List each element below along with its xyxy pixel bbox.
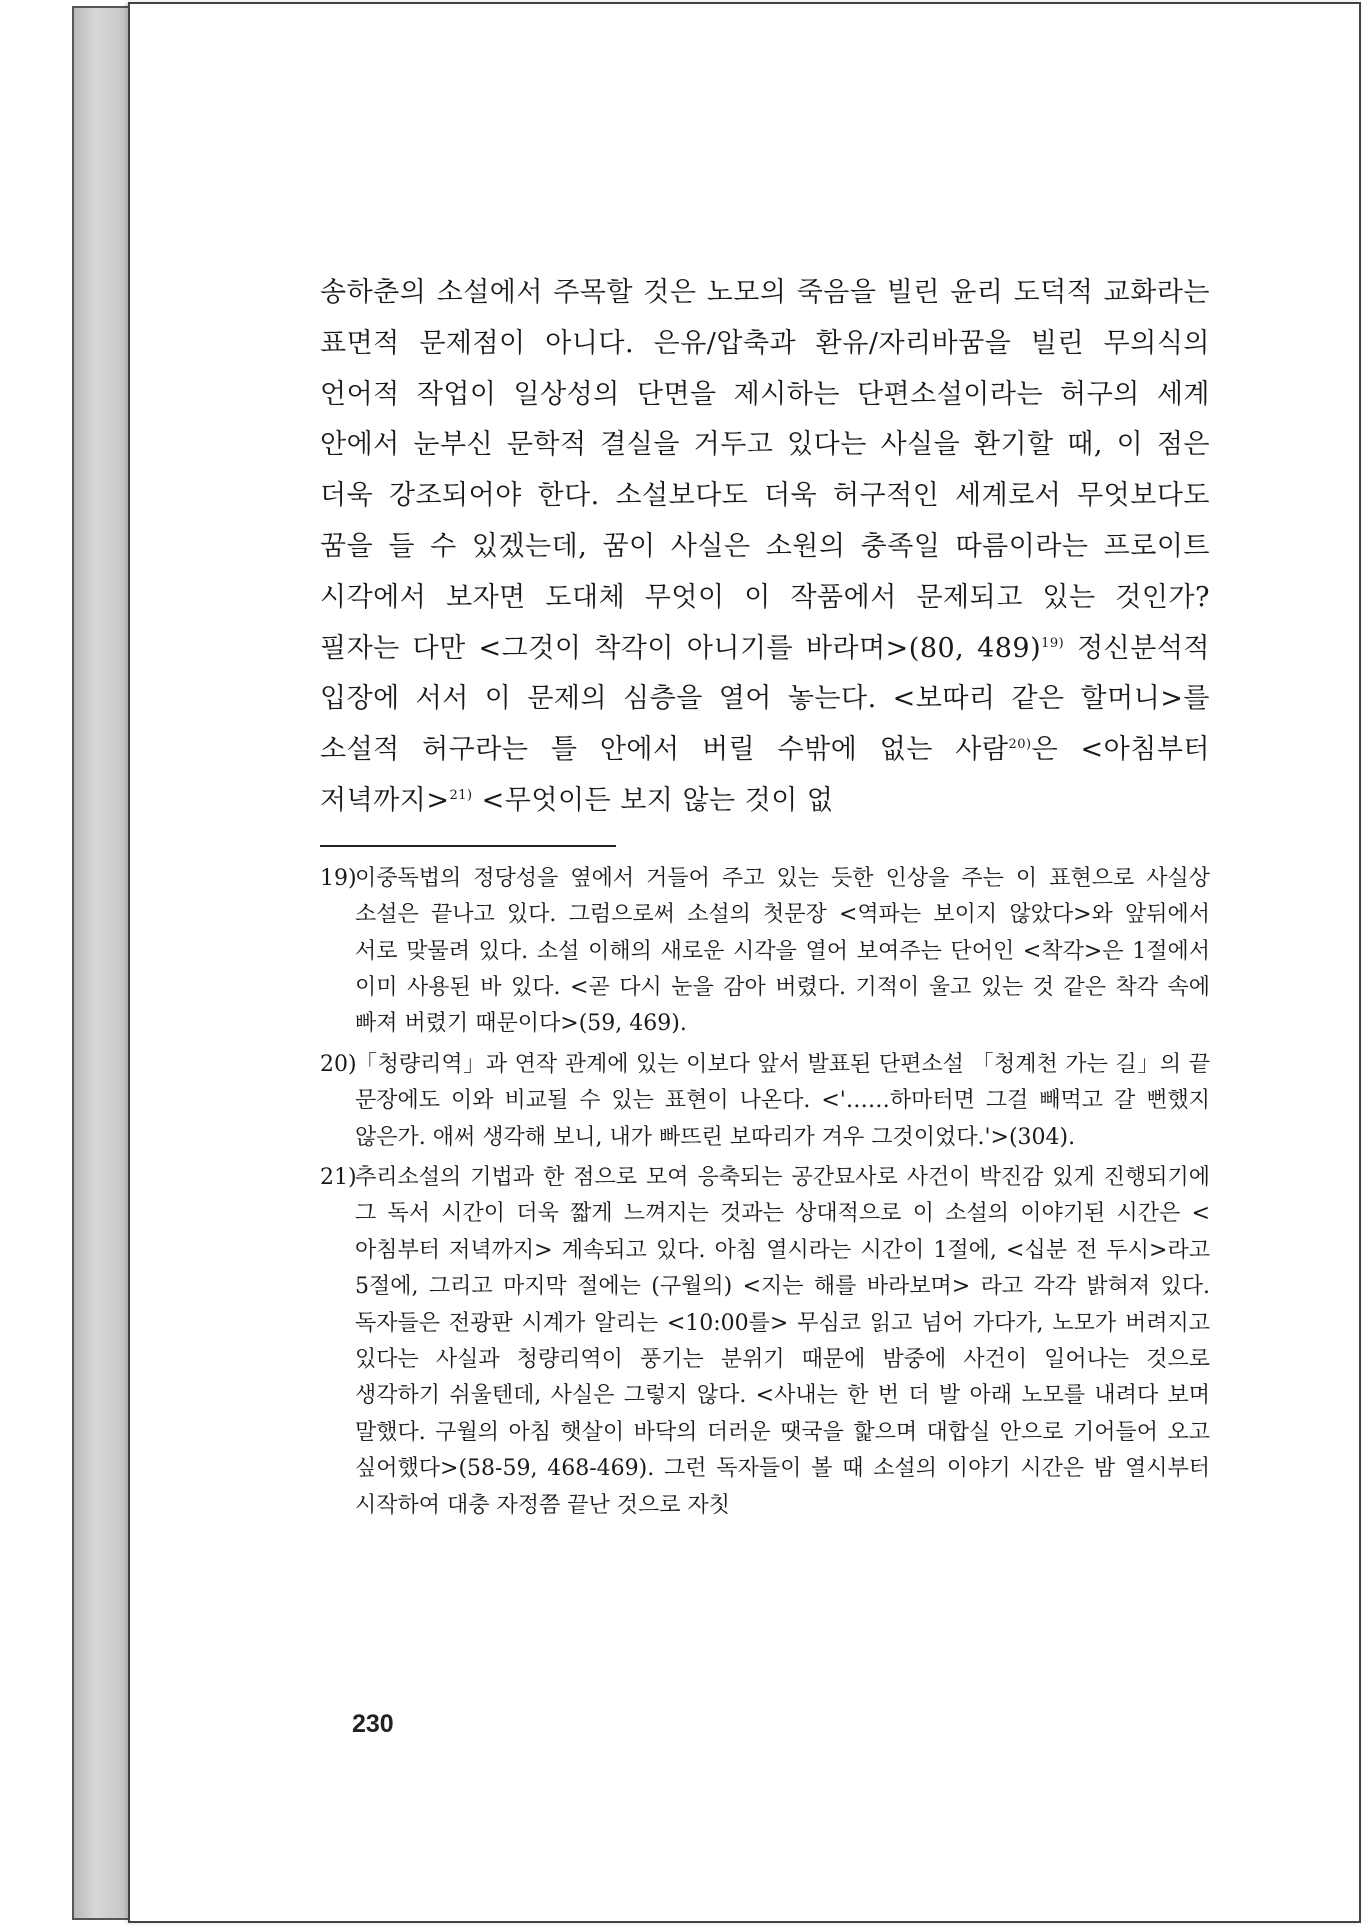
footnote-separator	[320, 845, 616, 847]
footnote-text: 「청량리역」과 연작 관계에 있는 이보다 앞서 발표된 단편소설 「청계천 가는 길」의 끝 문장에도 이와 비교될 수 있는 표현이 나온다. <'……하마터면 그걸 빼먹고 갈 뻔했지 않은가. 애써 생각해 보니, 내가 빠뜨린 보따리가 겨우 그것이었다.'>(304).	[355, 1051, 1210, 1150]
book-spine	[72, 6, 130, 1920]
footnote-ref-20: 20)	[1008, 737, 1032, 753]
footnote-number: 20)	[320, 1051, 357, 1077]
page-number: 230	[352, 1710, 394, 1738]
body-text-part-b: 정신분석적 입장에 서서 이 문제의 심층을 열어 놓는다. <보따리 같은 할머니>를 소설적 허구라는 틀 안에서 버릴 수밖에 없는 사람	[320, 632, 1210, 766]
footnote-21	[320, 1160, 1210, 1524]
body-text-part-c: 은 <아침부터 저녁까지>	[320, 734, 1210, 816]
footnote-19	[320, 861, 1210, 1043]
footnotes	[320, 861, 1210, 1524]
body-text-part-d: <무엇이든 보지 않는 것이 없	[472, 784, 834, 816]
page-content	[320, 268, 1210, 1528]
footnote-20	[320, 1047, 1210, 1156]
footnote-text: 추리소설의 기법과 한 점으로 모여 응축되는 공간묘사로 사건이 박진감 있게 진행되기에 그 독서 시간이 더욱 짧게 느껴지는 것과는 상대적으로 이 소설의 이야기된 시간은 <아침부터 저녁까지> 계속되고 있다. 아침 열시라는 시간이 1절에, <십분 전 두시>라고 5절에, 그리고 마지막 절에는 (구월의) <지는 해를 바라보며> 라고 각각 밝혀져 있다. 독자들은 전광판 시계가 알리는 <10:00를> 무심코 읽고 넘어 가다가, 노모가 버려지고 있다는 사실과 청량리역이 풍기는 분위기 때문에 밤중에 사건이 일어나는 것으로 생각하기 쉬울텐데, 사실은 그렇지 않다. <사내는 한 번 더 발 아래 노모를 내려다 보며 말했다. 구월의 아침 햇살이 바닥의 더러운 땟국을 핥으며 대합실 안으로 기어들어 오고 싶어했다>(58-59, 468-469). 그런 독자들이 볼 때 소설의 이야기 시간은 밤 열시부터 시작하여 대충 자정쯤 끝난 것으로 자칫	[355, 1165, 1210, 1518]
body-paragraph	[320, 268, 1210, 827]
body-text-part-a: 송하춘의 소설에서 주목할 것은 노모의 죽음을 빌린 윤리 도덕적 교화라는 표면적 문제점이 아니다. 은유/압축과 환유/자리바꿈을 빌린 무의식의 언어적 작업이 일상성의 단면을 제시하는 단편소설이라는 허구의 세계 안에서 눈부신 문학적 결실을 거두고 있다는 사실을 환기할 때, 이 점은 더욱 강조되어야 한다. 소설보다도 더욱 허구적인 세계로서 무엇보다도 꿈을 들 수 있겠는데, 꿈이 사실은 소원의 충족일 따름이라는 프로이트 시각에서 보자면 도대체 무엇이 이 작품에서 문제되고 있는 것인가? 필자는 다만 <그것이 착각이 아니기를 바라며>(80, 489)	[320, 277, 1210, 664]
footnote-ref-21: 21)	[449, 787, 473, 803]
footnote-number: 21)	[320, 1165, 357, 1191]
footnote-text: 이중독법의 정당성을 옆에서 거들어 주고 있는 듯한 인상을 주는 이 표현으로 사실상 소설은 끝나고 있다. 그럼으로써 소설의 첫문장 <역파는 보이지 않았다>와 앞뒤에서 서로 맞물려 있다. 소설 이해의 새로운 시각을 열어 보여주는 단어인 <착각>은 1절에서 이미 사용된 바 있다. <곧 다시 눈을 감아 버렸다. 기적이 울고 있는 것 같은 착각 속에 빠져 버렸기 때문이다>(59, 469).	[355, 865, 1210, 1037]
footnote-number: 19)	[320, 865, 357, 891]
footnote-ref-19: 19)	[1041, 635, 1065, 651]
